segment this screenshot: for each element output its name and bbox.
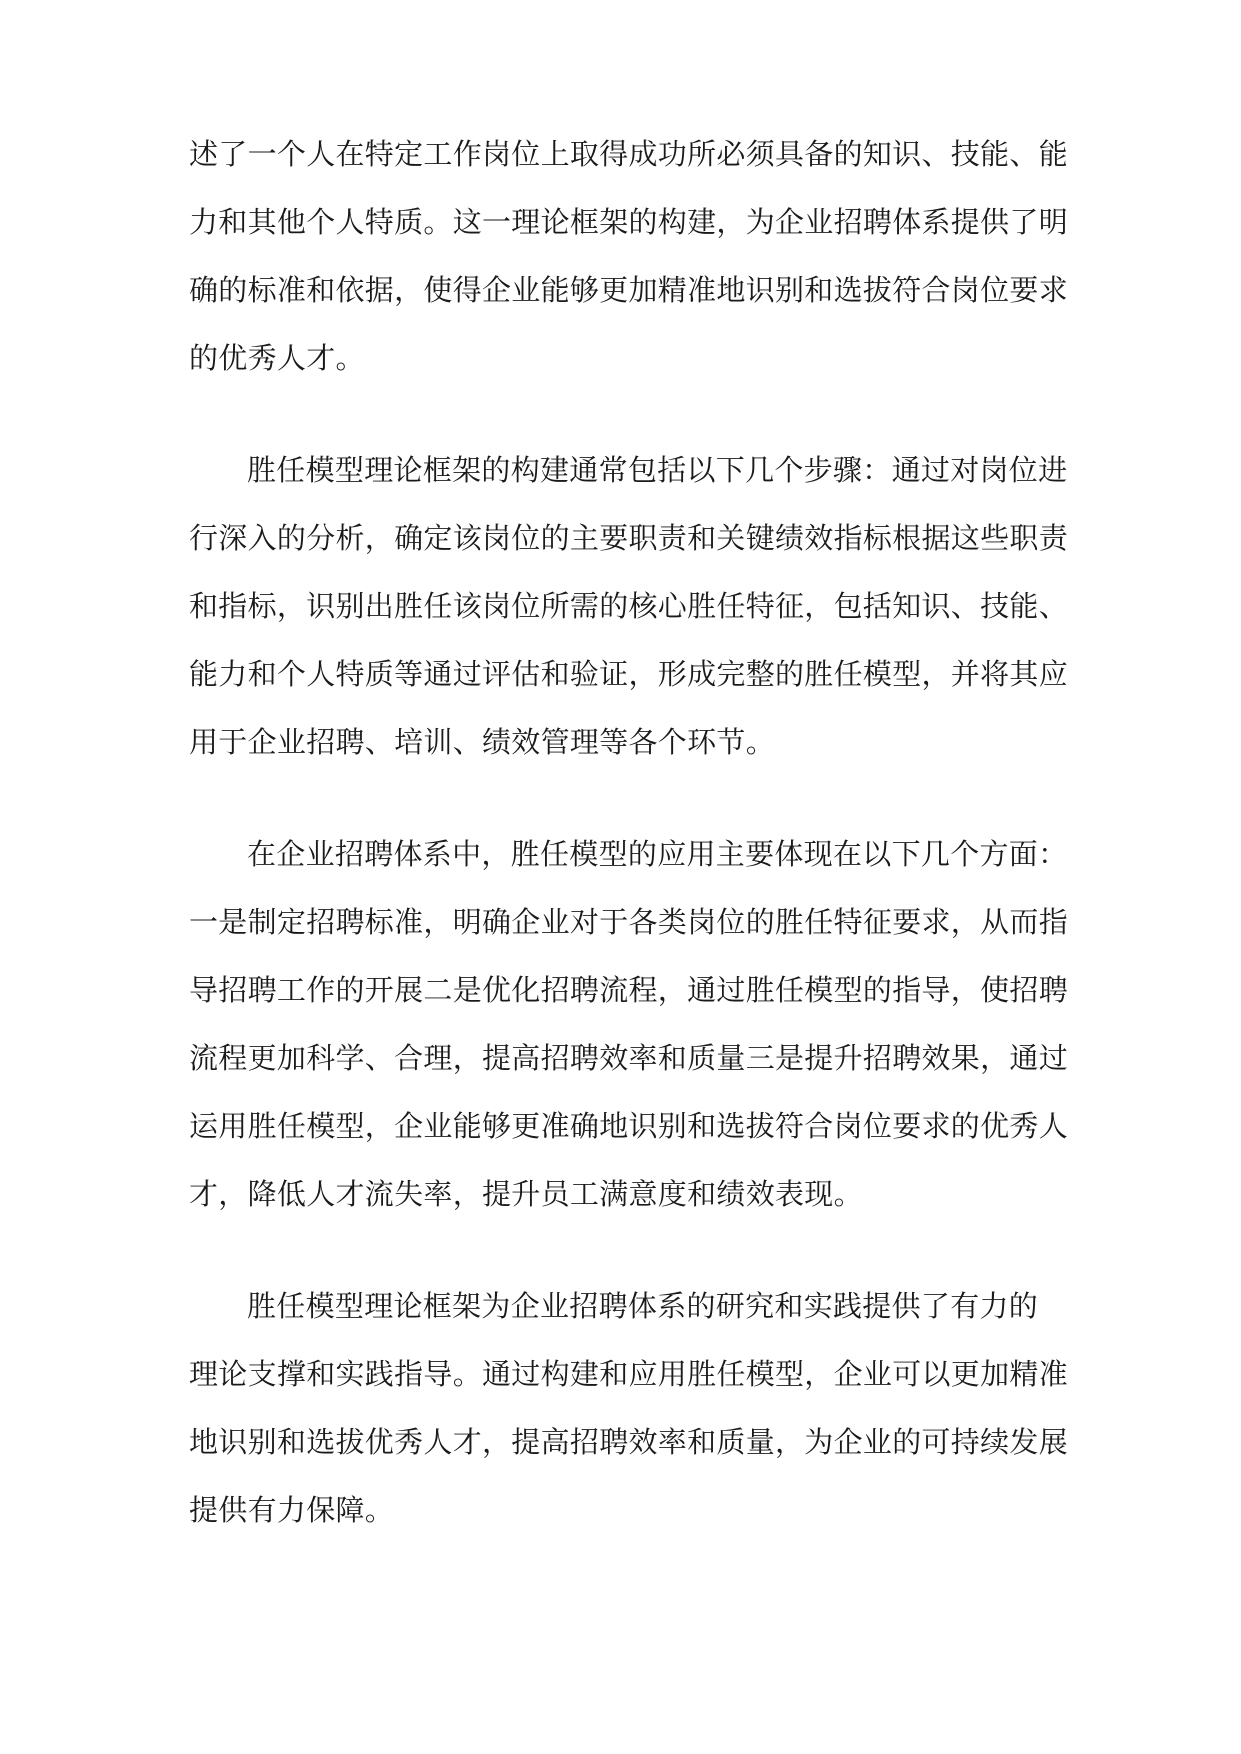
- text-line: 理论支撑和实践指导。通过构建和应用胜任模型，企业可以更加精准: [189, 1357, 1069, 1391]
- text-line: 确的标准和依据，使得企业能够更加精准地识别和选拔符合岗位要求: [189, 273, 1069, 307]
- text-line: 一是制定招聘标准，明确企业对于各类岗位的胜任特征要求，从而指: [189, 905, 1069, 939]
- text-line: 的优秀人才。: [189, 341, 365, 375]
- text-line: 地识别和选拔优秀人才，提高招聘效率和质量，为企业的可持续发展: [189, 1425, 1069, 1459]
- text-line: 能力和个人特质等通过评估和验证，形成完整的胜任模型，并将其应: [189, 657, 1069, 691]
- text-line: 才，降低人才流失率，提升员工满意度和绩效表现。: [189, 1177, 863, 1211]
- text-line: 导招聘工作的开展二是优化招聘流程，通过胜任模型的指导，使招聘: [189, 973, 1069, 1007]
- text-line: 流程更加科学、合理，提高招聘效率和质量三是提升招聘效果，通过: [189, 1041, 1069, 1075]
- paragraph-first-line: 在企业招聘体系中，胜任模型的应用主要体现在以下几个方面：: [247, 837, 1068, 871]
- paragraph-first-line: 胜任模型理论框架的构建通常包括以下几个步骤：通过对岗位进: [247, 453, 1068, 487]
- text-line: 提供有力保障。: [189, 1493, 395, 1527]
- paragraph-first-line: 胜任模型理论框架为企业招聘体系的研究和实践提供了有力的: [247, 1289, 1039, 1323]
- text-line: 用于企业招聘、培训、绩效管理等各个环节。: [189, 725, 776, 759]
- text-line: 行深入的分析，确定该岗位的主要职责和关键绩效指标根据这些职责: [189, 521, 1069, 555]
- text-line: 力和其他个人特质。这一理论框架的构建，为企业招聘体系提供了明: [189, 205, 1069, 239]
- text-line: 运用胜任模型，企业能够更准确地识别和选拔符合岗位要求的优秀人: [189, 1109, 1069, 1143]
- text-line: 述了一个人在特定工作岗位上取得成功所必须具备的知识、技能、能: [189, 137, 1069, 171]
- text-line: 和指标，识别出胜任该岗位所需的核心胜任特征，包括知识、技能、: [189, 589, 1069, 623]
